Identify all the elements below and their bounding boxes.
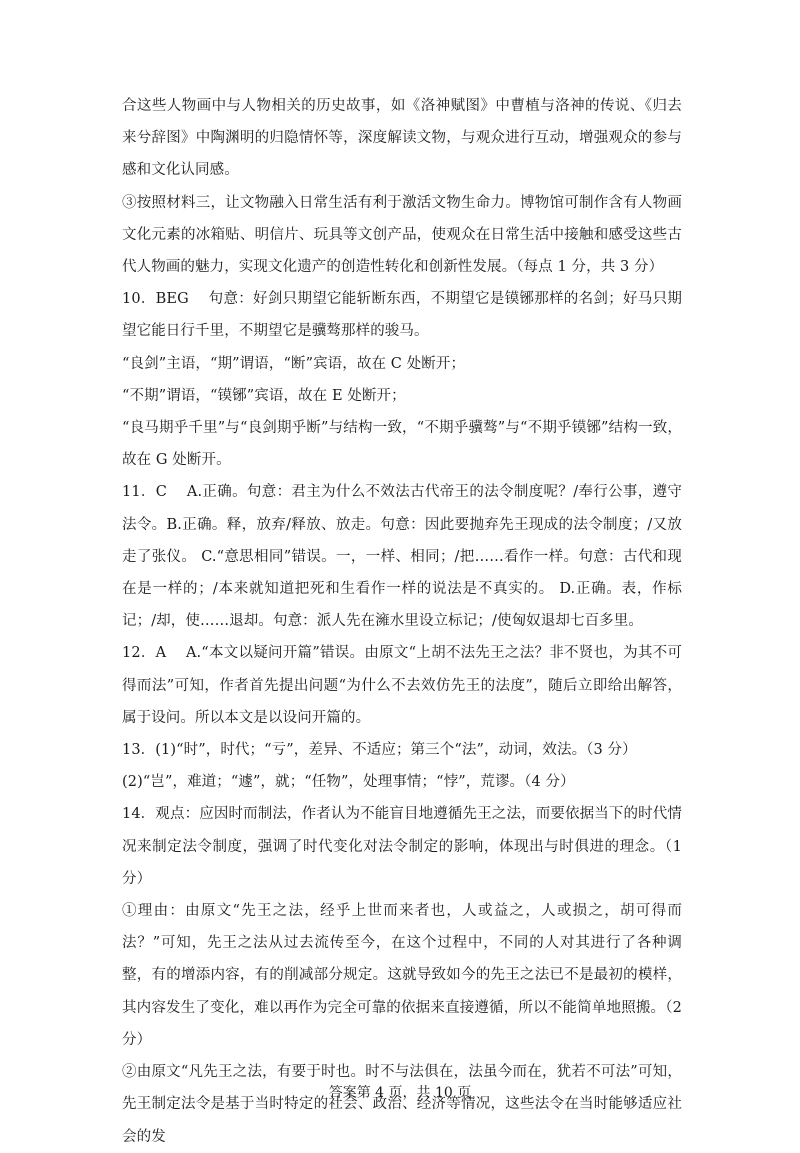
paragraph-q11-answer: 11．C A.正确。句意：君主为什么不效法古代帝王的法令制度呢？/奉行公事，遵守法令。B.正确。释，放弃/释放、放走。句意：因此要抛弃先王现成的法令制度；/又放走了张仪。 C.“意思相同”错误。一，一样、相同；/把……看作一样。句意：古代和现在是一样的；/本来就知道把死和生看作一样的说法是不真实的。 D.正确。表，作标记；/却，使……退却。句意：派人先在澭水里设立标记；/使匈奴退却七百多里。	[122, 484, 682, 630]
paragraph-material-two-end: 合这些人物画中与人物相关的历史故事，如《洛神赋图》中曹植与洛神的传说、《归去来兮辞图》中陶渊明的归隐情怀等，深度解读文物，与观众进行互动，增强观众的参与感和文化认同感。	[122, 98, 682, 179]
paragraph-q14-reason-1: ①理由：由原文“先王之法，经乎上世而来者也，人或益之，人或损之，胡可得而法？”可知，先王之法从过去流传至今，在这个过程中，不同的人对其进行了各种调整，有的增添内容，有的削减部分规定。这就导致如今的先王之法已不是最初的模样，其内容发生了变化，难以再作为完全可靠的依据来直接遵循，所以不能简单地照搬。（2 分）	[122, 903, 682, 1048]
paragraph-q13-part1: 13．(1)“时”，时代；“亏”，差异、不适应；第三个“法”，动词，效法。（3 分）	[122, 742, 637, 759]
paragraph-q10-answer: 10．BEG 句意：好剑只期望它能斩断东西，不期望它是镆铘那样的名剑；好马只期望它能日行千里，不期望它是骥骜那样的骏马。	[122, 291, 682, 340]
paragraph-q12-answer: 12．A A.“本文以疑问开篇”错误。由原文“上胡不法先王之法？非不贤也，为其不可得而法”可知，作者首先提出问题“为什么不去效仿先王的法度”，随后立即给出解答，属于设问。所以本文是以设问开篇的。	[122, 645, 682, 726]
page-footer: 答案第 4 页，共 10 页	[328, 1085, 472, 1101]
paragraph-q10-break-e: “不期”谓语，“镆铘”宾语，故在 E 处断开；	[122, 387, 406, 404]
answer-body	[122, 90, 682, 1153]
paragraph-material-three: ③按照材料三，让文物融入日常生活有利于激活文物生命力。博物馆可制作含有人物画文化元素的冰箱贴、明信片、玩具等文创产品，使观众在日常生活中接触和感受这些古代人物画的魅力，实现文化遗产的创造性转化和创新性发展。（每点 1 分，共 3 分）	[122, 194, 682, 276]
paragraph-q13-part2: (2)“岂”，难道；“遽”，就；“任物”，处理事情；“悖”，荒谬。（4 分）	[122, 774, 575, 791]
paragraph-q10-break-c: “良剑”主语，“期”谓语，“断”宾语，故在 C 处断开；	[122, 355, 466, 372]
paragraph-q10-break-g: “良马期乎千里”与“良剑期乎断”与结构一致，“不期乎骥骜”与“不期乎镆铘”结构一致，故在 G 处断开。	[122, 420, 682, 469]
paragraph-q14-viewpoint: 14．观点：应因时而制法，作者认为不能盲目地遵循先王之法，而要依据当下的时代情况来制定法令制度，强调了时代变化对法令制定的影响，体现出与时俱进的理念。（1 分）	[122, 806, 682, 887]
paragraph-q14-reason-2: ②由原文“凡先王之法，有要于时也。时不与法俱在，法虽今而在，犹若不可法”可知，先王制定法令是基于当时特定的社会、政治、经济等情况，这些法令在当时能够适应社会的发	[122, 1064, 682, 1145]
